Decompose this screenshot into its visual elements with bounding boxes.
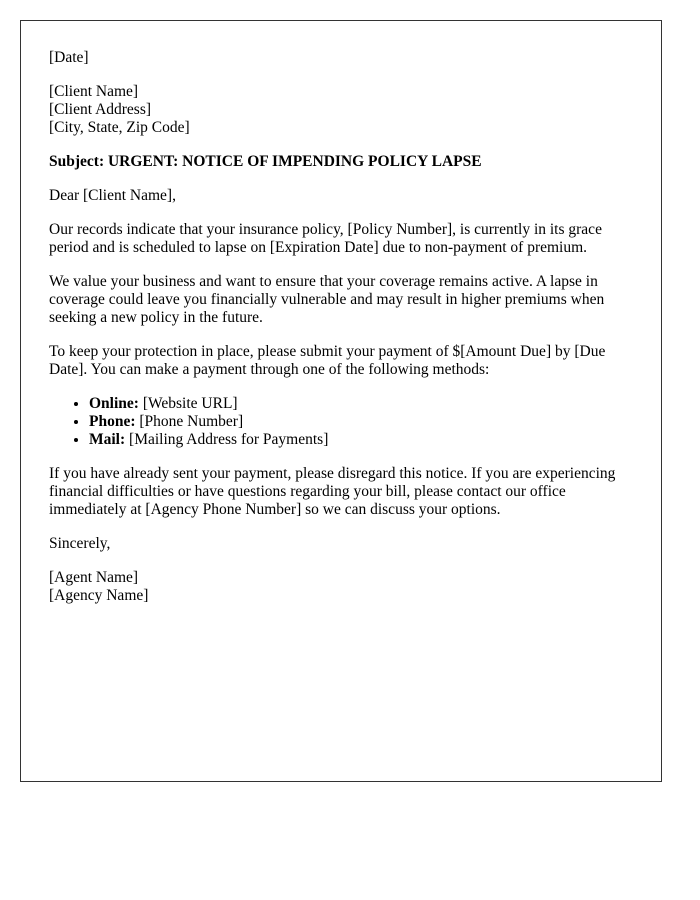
agency-name: [Agency Name] bbox=[49, 587, 149, 604]
recipient-address-block bbox=[49, 83, 633, 137]
date-line bbox=[49, 49, 633, 67]
payment-method-label: Online: bbox=[89, 395, 139, 412]
client-name: [Client Name] bbox=[49, 83, 139, 100]
letter bbox=[20, 20, 662, 782]
paragraph-closing: If you have already sent your payment, please disregard this notice. If you are experiencing financial difficulties or have questions regarding your bill, please contact our office immediately at [Agency Phone Number] so we can discuss your options. bbox=[49, 465, 616, 518]
agent-name: [Agent Name] bbox=[49, 569, 139, 586]
payment-method-phone bbox=[89, 413, 633, 431]
payment-methods-list bbox=[49, 395, 633, 449]
payment-method-value: [Phone Number] bbox=[139, 413, 244, 430]
signature-block bbox=[49, 569, 633, 605]
subject-line bbox=[49, 153, 633, 171]
payment-method-online bbox=[89, 395, 633, 413]
subject-text: URGENT: NOTICE OF IMPENDING POLICY LAPSE bbox=[107, 153, 482, 170]
date: [Date] bbox=[49, 49, 89, 66]
subject-label: Subject: bbox=[49, 153, 105, 170]
city-state-zip: [City, State, Zip Code] bbox=[49, 119, 190, 136]
payment-method-mail bbox=[89, 431, 633, 449]
paragraph-grace-period: Our records indicate that your insurance policy, [Policy Number], is currently in its grace period and is scheduled to lapse on [Expiration Date] due to non-payment of premium. bbox=[49, 221, 602, 256]
paragraph-payment-request: To keep your protection in place, please submit your payment of $[Amount Due] by [Due Date]. You can make a payment through one of the following methods: bbox=[49, 343, 606, 378]
payment-method-value: [Mailing Address for Payments] bbox=[129, 431, 329, 448]
client-address: [Client Address] bbox=[49, 101, 152, 118]
payment-method-value: [Website URL] bbox=[142, 395, 238, 412]
paragraph-value-business: We value your business and want to ensure that your coverage remains active. A lapse in coverage could leave you financially vulnerable and may result in higher premiums when seeking a new policy in the future. bbox=[49, 273, 605, 326]
payment-method-label: Mail: bbox=[89, 431, 126, 448]
closing: Sincerely, bbox=[49, 535, 111, 552]
salutation: Dear [Client Name], bbox=[49, 187, 176, 204]
payment-method-label: Phone: bbox=[89, 413, 136, 430]
